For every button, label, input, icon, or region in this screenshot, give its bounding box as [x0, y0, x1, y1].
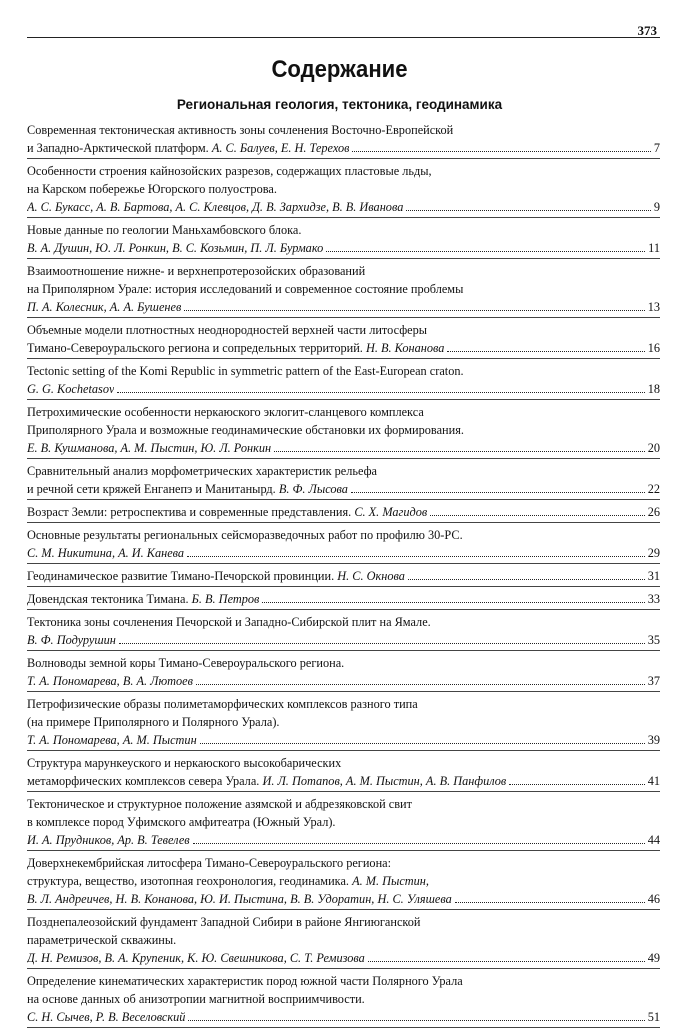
leader-dots [117, 392, 644, 393]
toc-entry[interactable] [27, 587, 660, 610]
leader-dots [119, 643, 645, 644]
entry-title-line: Объемные модели плотностных неоднородностей верхней части литосферы [27, 323, 428, 337]
toc-entry[interactable] [27, 118, 660, 159]
entry-page: 16 [647, 341, 660, 355]
entry-title-line: Особенности строения кайнозойских разрезов, содержащих пластовые льды, [27, 164, 432, 178]
entry-title-line: Доверхнекембрийская литосфера Тимано-Североуральского региона: [27, 856, 392, 870]
entry-title-line: Петрофизические образы полиметаморфических комплексов разного типа [27, 697, 418, 711]
leader-dots [430, 515, 645, 516]
leader-dots [368, 961, 645, 962]
leader-dots [509, 784, 644, 785]
toc-entry[interactable] [27, 692, 660, 751]
toc-entry[interactable] [27, 792, 660, 851]
entry-authors: С. Х. Магидов [354, 505, 428, 519]
entry-page: 9 [653, 200, 660, 214]
entry-title: Геодинамическое развитие Тимано-Печорской провинции. [27, 569, 335, 583]
entry-page: 7 [653, 141, 660, 155]
entry-title: и речной сети кряжей Енганепэ и Манитанырд. [27, 482, 276, 496]
entry-title-line: Волноводы земной коры Тимано-Североуральского региона. [27, 656, 345, 670]
leader-dots [326, 251, 645, 252]
entry-title: Возраст Земли: ретроспектива и современные представления. [27, 505, 352, 519]
entry-authors: И. А. Прудников, Ар. В. Тевелев [27, 833, 190, 847]
toc-entry[interactable] [27, 259, 660, 318]
entry-authors: А. С. Балуев, Е. Н. Терехов [211, 141, 350, 155]
toc-entry[interactable] [27, 459, 660, 500]
entry-page: 39 [647, 733, 660, 747]
leader-dots [196, 684, 645, 685]
entry-title-line: Взаимоотношение нижне- и верхнепротерозойских образований [27, 264, 366, 278]
entry-title: метаморфических комплексов севера Урала. [27, 774, 260, 788]
entry-authors: G. G. Kochetasov [27, 382, 115, 396]
entry-title-line: Современная тектоническая активность зоны сочленения Восточно-Европейской [27, 123, 454, 137]
entry-title-line: Tectonic setting of the Komi Republic in symmetric pattern of the East-European craton. [27, 364, 464, 378]
entry-page: 26 [647, 505, 660, 519]
entry-title-line: Петрохимические особенности неркаюского эклогит-сланцевого комплекса [27, 405, 424, 419]
toc-entry[interactable] [27, 651, 660, 692]
leader-dots [447, 351, 644, 352]
entry-title: Тимано-Североуральского региона и сопредельных территорий. [27, 341, 363, 355]
toc-entry[interactable] [27, 159, 660, 218]
leader-dots [187, 556, 645, 557]
entry-title-line: на основе данных об анизотропии магнитной восприимчивости. [27, 992, 365, 1006]
entry-title-line: Позднепалеозойский фундамент Западной Сибири в районе Янгиюганской [27, 915, 421, 929]
entry-page: 13 [647, 300, 660, 314]
section-heading: Региональная геология, тектоника, геодинамика [176, 97, 503, 112]
entry-authors: Е. В. Кушманова, А. М. Пыстин, Ю. Л. Ронкин [27, 441, 272, 455]
entry-title-line: Приполярного Урала и возможные геодинамические обстановки их формирования. [27, 423, 464, 437]
toc-entry[interactable] [27, 400, 660, 459]
header-rule [27, 37, 660, 38]
toc-list [27, 118, 660, 1028]
entry-page: 22 [647, 482, 660, 496]
entry-page: 44 [647, 833, 660, 847]
entry-authors: И. Л. Потапов, А. М. Пыстин, А. В. Панфилов [262, 774, 507, 788]
entry-authors: В. Л. Андреичев, Н. В. Конанова, Ю. И. Пыстина, В. В. Удоратин, Н. С. Уляшева [27, 892, 452, 906]
entry-authors: Т. А. Пономарева, В. А. Лютоев [27, 674, 193, 688]
leader-dots [193, 843, 645, 844]
leader-dots [352, 151, 650, 152]
toc-entry[interactable] [27, 910, 660, 969]
entry-page: 35 [647, 633, 660, 647]
leader-dots [262, 602, 644, 603]
leader-dots [184, 310, 644, 311]
entry-page: 51 [647, 1010, 660, 1024]
entry-title: Довендская тектоника Тимана. [27, 592, 189, 606]
toc-entry[interactable] [27, 218, 660, 259]
entry-page: 41 [647, 774, 660, 788]
toc-entry[interactable] [27, 500, 660, 523]
entry-title-line [27, 872, 660, 890]
toc-entry[interactable] [27, 564, 660, 587]
leader-dots [274, 451, 645, 452]
entry-title-line: (на примере Приполярного и Полярного Урала). [27, 715, 280, 729]
entry-page: 46 [647, 892, 660, 906]
page-number: 373 [637, 23, 657, 38]
entry-title-line: на Приполярном Урале: история исследований и современное состояние проблемы [27, 282, 464, 296]
leader-dots [408, 579, 645, 580]
entry-authors: С. М. Никитина, А. И. Канева [27, 546, 185, 560]
entry-title: и Западно-Арктической платформ. [27, 141, 209, 155]
toc-entry[interactable] [27, 851, 660, 910]
entry-title-line: на Карском побережье Югорского полуострова. [27, 182, 277, 196]
toc-entry[interactable] [27, 359, 660, 400]
leader-dots [188, 1020, 644, 1021]
toc-entry[interactable] [27, 969, 660, 1028]
toc-entry[interactable] [27, 523, 660, 564]
entry-authors: В. Ф. Лысова [278, 482, 348, 496]
entry-authors: В. Ф. Подурушин [27, 633, 116, 647]
entry-page: 37 [647, 674, 660, 688]
entry-authors: Б. В. Петров [191, 592, 260, 606]
entry-page: 31 [647, 569, 660, 583]
leader-dots [200, 743, 645, 744]
entry-authors: А. С. Букасс, А. В. Бартова, А. С. Клевцов, Д. В. Зархидзе, В. В. Иванова [27, 200, 404, 214]
leader-dots [351, 492, 645, 493]
entry-title: структура, вещество, изотопная геохронология, геодинамика. [27, 874, 349, 888]
entry-authors: А. М. Пыстин, [352, 874, 429, 888]
leader-dots [455, 902, 645, 903]
leader-dots [406, 210, 650, 211]
toc-entry[interactable] [27, 610, 660, 651]
entry-authors: Н. С. Окнова [337, 569, 405, 583]
entry-title-line: в комплексе пород Уфимского амфитеатра (Южный Урал). [27, 815, 336, 829]
entry-page: 20 [647, 441, 660, 455]
entry-authors: Н. В. Конанова [365, 341, 445, 355]
page-title: Содержание [271, 56, 408, 83]
entry-title-line: Тектоническое и структурное положение азямской и абдрезяковской свит [27, 797, 412, 811]
entry-title-line: Сравнительный анализ морфометрических характеристик рельефа [27, 464, 378, 478]
entry-authors: Д. Н. Ремизов, В. А. Крупеник, К. Ю. Свешникова, С. Т. Ремизова [27, 951, 365, 965]
entry-title-line: Тектоника зоны сочленения Печорской и Западно-Сибирской плит на Ямале. [27, 615, 431, 629]
toc-entry[interactable] [27, 318, 660, 359]
entry-title-line: Определение кинематических характеристик пород южной части Полярного Урала [27, 974, 463, 988]
entry-page: 18 [647, 382, 660, 396]
entry-title-line: Структура марункеуского и неркаюского высокобарических [27, 756, 342, 770]
entry-authors: С. Н. Сычев, Р. В. Веселовский [27, 1010, 186, 1024]
entry-title-line: Основные результаты региональных сейсморазведочных работ по профилю 30-РС. [27, 528, 463, 542]
toc-entry[interactable] [27, 751, 660, 792]
entry-page: 33 [647, 592, 660, 606]
entry-title-line: Новые данные по геологии Маньхамбовского блока. [27, 223, 302, 237]
entry-page: 49 [647, 951, 660, 965]
entry-page: 29 [647, 546, 660, 560]
entry-authors: Т. А. Пономарева, А. М. Пыстин [27, 733, 197, 747]
entry-title-line: параметрической скважины. [27, 933, 177, 947]
entry-authors: В. А. Душин, Ю. Л. Ронкин, В. С. Козьмин, П. Л. Бурмако [27, 241, 324, 255]
entry-authors: П. А. Колесник, А. А. Бушенев [27, 300, 182, 314]
entry-page: 11 [648, 241, 660, 255]
